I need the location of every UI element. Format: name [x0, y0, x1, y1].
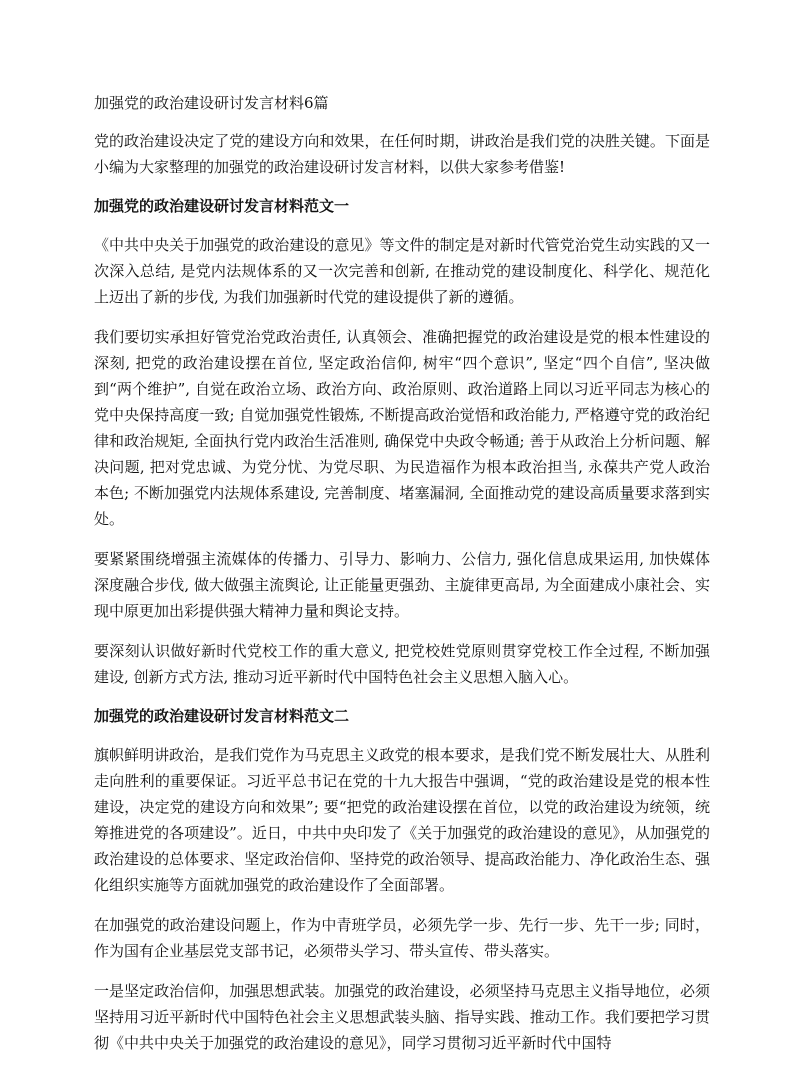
section1-paragraph-4: 要深刻认识做好新时代党校工作的重大意义, 把党校姓党原则贯穿党校工作全过程, 不断加强建设, 创新方式方法, 推动习近平新时代中国特色社会主义思想入脑入心。 [94, 642, 710, 686]
section1-paragraph-1: 《中共中央关于加强党的政治建设的意见》等文件的制定是对新时代管党治党生动实践的又一次深入总结, 是党内法规体系的又一次完善和创新, 在推动党的建设制度化、科学化、规范化上迈出了新的步伐, 为我们加强新时代党的建设提供了新的遵循。 [94, 236, 710, 306]
document-title: 加强党的政治建设研讨发言材料6篇 [94, 94, 329, 112]
intro-paragraph: 党的政治建设决定了党的建设方向和效果，在任何时期，讲政治是我们党的决胜关键。下面是小编为大家整理的加强党的政治建设研讨发言材料，以供大家参考借鉴! [94, 132, 710, 176]
section2-paragraph-3: 一是坚定政治信仰，加强思想武装。加强党的政治建设，必须坚持马克思主义指导地位，必须坚持用习近平新时代中国特色社会主义思想武装头脑、指导实践、推动工作。我们要把学习贯彻《中共中央关于加强党的政治建设的意见》，同学习贯彻习近平新时代中国特 [94, 982, 710, 1052]
document-page [94, 92, 710, 1070]
section2-paragraph-1: 旗帜鲜明讲政治，是我们党作为马克思主义政党的根本要求，是我们党不断发展壮大、从胜利走向胜利的重要保证。习近平总书记在党的十九大报告中强调，“党的政治建设是党的根本性建设，决定党的建设方向和效果”; 要“把党的政治建设摆在首位，以党的政治建设为统领，统筹推进党的各项建设”。近日，中共中央印发了《关于加强党的政治建设的意见》，从加强党的政治建设的总体要求、坚定政治信仰、坚持党的政治领导、提高政治能力、净化政治生态、强化组织实施等方面就加强党的政治建设作了全面部署。 [94, 746, 710, 894]
section1-paragraph-3: 要紧紧围绕增强主流媒体的传播力、引导力、影响力、公信力, 强化信息成果运用, 加快媒体深度融合步伐, 做大做强主流舆论, 让正能量更强劲、主旋律更高昂, 为全面建成小康社会、实现中原更加出彩提供强大精神力量和舆论支持。 [94, 550, 710, 620]
section-heading-1: 加强党的政治建设研讨发言材料范文一 [94, 197, 350, 215]
section2-paragraph-2: 在加强党的政治建设问题上，作为中青班学员，必须先学一步、先行一步、先干一步; 同时，作为国有企业基层党支部书记，必须带头学习、带头宣传、带头落实。 [94, 916, 710, 960]
section1-paragraph-2: 我们要切实承担好管党治党政治责任, 认真领会、准确把握党的政治建设是党的根本性建设的深刻, 把党的政治建设摆在首位, 坚定政治信仰, 树牢“四个意识”, 坚定“四个自信”, 坚决做到“两个维护”, 自觉在政治立场、政治方向、政治原则、政治道路上同以习近平同志为核心的党中央保持高度一致; 自觉加强党性锻炼, 不断提高政治觉悟和政治能力, 严格遵守党的政治纪律和政治规矩, 全面执行党内政治生活准则, 确保党中央政令畅通; 善于从政治上分析问题、解决问题, 把对党忠诚、为党分忧、为党尽职、为民造福作为根本政治担当, 永葆共产党人政治本色; 不断加强党内法规体系建设, 完善制度、堵塞漏洞, 全面推动党的建设高质量要求落到实处。 [94, 328, 710, 528]
section-heading-2: 加强党的政治建设研讨发言材料范文二 [94, 707, 350, 725]
